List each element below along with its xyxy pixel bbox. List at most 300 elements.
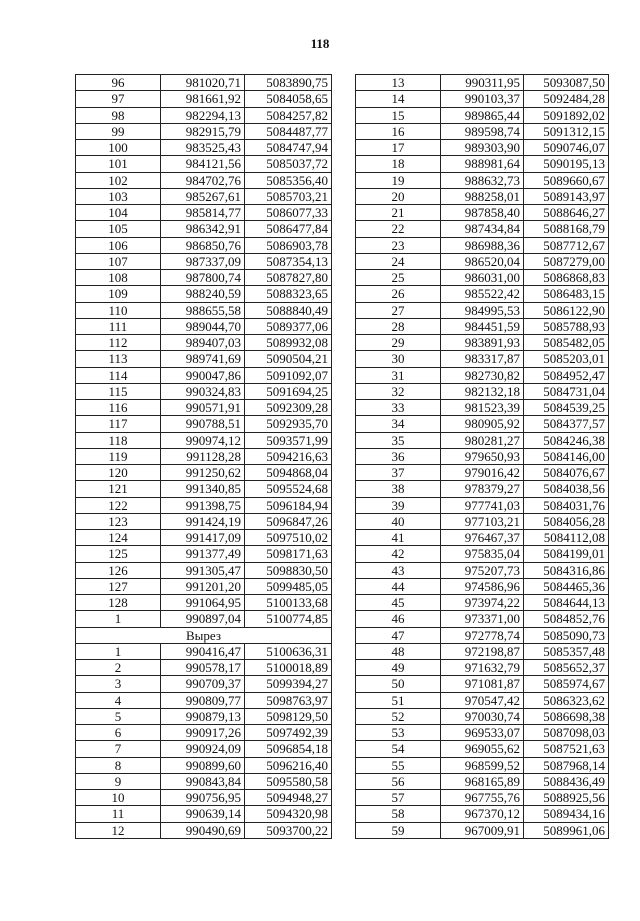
table-row <box>356 432 609 448</box>
table-row <box>356 140 609 156</box>
point-number-cell: 23 <box>356 237 441 253</box>
y-coordinate-cell: 5094320,98 <box>245 806 332 822</box>
point-number-cell: 31 <box>356 367 441 383</box>
x-coordinate-cell: 969055,62 <box>441 741 524 757</box>
table-row <box>76 465 332 481</box>
table-row <box>356 790 609 806</box>
x-coordinate-cell: 978379,27 <box>441 481 524 497</box>
y-coordinate-cell: 5085090,73 <box>524 627 609 643</box>
point-number-cell: 20 <box>356 188 441 204</box>
table-row <box>76 692 332 708</box>
y-coordinate-cell: 5098171,63 <box>245 546 332 562</box>
table-row <box>356 497 609 513</box>
x-coordinate-cell: 981523,39 <box>441 400 524 416</box>
x-coordinate-cell: 991128,28 <box>161 448 245 464</box>
y-coordinate-cell: 5086698,38 <box>524 708 609 724</box>
point-number-cell: 29 <box>356 335 441 351</box>
y-coordinate-cell: 5100774,85 <box>245 611 332 627</box>
table-row <box>356 253 609 269</box>
point-number-cell: 1 <box>76 643 161 659</box>
y-coordinate-cell: 5084246,38 <box>524 432 609 448</box>
x-coordinate-cell: 986988,36 <box>441 237 524 253</box>
x-coordinate-cell: 968165,89 <box>441 773 524 789</box>
point-number-cell: 9 <box>76 773 161 789</box>
y-coordinate-cell: 5094868,04 <box>245 465 332 481</box>
x-coordinate-cell: 988632,73 <box>441 172 524 188</box>
table-row <box>76 140 332 156</box>
point-number-cell: 27 <box>356 302 441 318</box>
x-coordinate-cell: 987434,84 <box>441 221 524 237</box>
table-row <box>76 448 332 464</box>
y-coordinate-cell: 5085203,01 <box>524 351 609 367</box>
table-row <box>356 172 609 188</box>
x-coordinate-cell: 991340,85 <box>161 481 245 497</box>
x-coordinate-cell: 975207,73 <box>441 562 524 578</box>
point-number-cell: 3 <box>76 676 161 692</box>
x-coordinate-cell: 986850,76 <box>161 237 245 253</box>
y-coordinate-cell: 5084377,57 <box>524 416 609 432</box>
y-coordinate-cell: 5088436,49 <box>524 773 609 789</box>
y-coordinate-cell: 5099485,05 <box>245 578 332 594</box>
point-number-cell: 4 <box>76 692 161 708</box>
table-row <box>356 400 609 416</box>
point-number-cell: 33 <box>356 400 441 416</box>
point-number-cell: 108 <box>76 270 161 286</box>
table-row <box>76 383 332 399</box>
y-coordinate-cell: 5098129,50 <box>245 708 332 724</box>
table-row <box>76 725 332 741</box>
x-coordinate-cell: 984702,76 <box>161 172 245 188</box>
y-coordinate-cell: 5087098,03 <box>524 725 609 741</box>
table-row <box>356 465 609 481</box>
point-number-cell: 50 <box>356 676 441 692</box>
y-coordinate-cell: 5089434,16 <box>524 806 609 822</box>
y-coordinate-cell: 5097492,39 <box>245 725 332 741</box>
table-row <box>76 530 332 546</box>
table-row <box>356 481 609 497</box>
point-number-cell: 46 <box>356 611 441 627</box>
table-row <box>76 221 332 237</box>
x-coordinate-cell: 989303,90 <box>441 140 524 156</box>
x-coordinate-cell: 973974,22 <box>441 595 524 611</box>
table-row <box>76 481 332 497</box>
point-number-cell: 30 <box>356 351 441 367</box>
y-coordinate-cell: 5089143,97 <box>524 188 609 204</box>
point-number-cell: 11 <box>76 806 161 822</box>
x-coordinate-cell: 987858,40 <box>441 205 524 221</box>
section-label: Вырез <box>76 627 332 643</box>
table-row <box>356 91 609 107</box>
y-coordinate-cell: 5084539,25 <box>524 400 609 416</box>
x-coordinate-cell: 991398,75 <box>161 497 245 513</box>
y-coordinate-cell: 5088646,27 <box>524 205 609 221</box>
table-row <box>356 822 609 838</box>
point-number-cell: 16 <box>356 123 441 139</box>
point-number-cell: 110 <box>76 302 161 318</box>
x-coordinate-cell: 985267,61 <box>161 188 245 204</box>
point-number-cell: 37 <box>356 465 441 481</box>
point-number-cell: 115 <box>76 383 161 399</box>
x-coordinate-cell: 982294,13 <box>161 107 245 123</box>
x-coordinate-cell: 976467,37 <box>441 530 524 546</box>
x-coordinate-cell: 990416,47 <box>161 643 245 659</box>
y-coordinate-cell: 5084731,04 <box>524 383 609 399</box>
y-coordinate-cell: 5093700,22 <box>245 822 332 838</box>
point-number-cell: 5 <box>76 708 161 724</box>
point-number-cell: 111 <box>76 318 161 334</box>
point-number-cell: 106 <box>76 237 161 253</box>
table-row <box>356 286 609 302</box>
y-coordinate-cell: 5087354,13 <box>245 253 332 269</box>
point-number-cell: 55 <box>356 757 441 773</box>
point-number-cell: 39 <box>356 497 441 513</box>
x-coordinate-cell: 984451,59 <box>441 318 524 334</box>
y-coordinate-cell: 5100133,68 <box>245 595 332 611</box>
page-number: 118 <box>310 36 330 51</box>
point-number-cell: 123 <box>76 513 161 529</box>
x-coordinate-cell: 987337,09 <box>161 253 245 269</box>
point-number-cell: 120 <box>76 465 161 481</box>
table-row <box>76 822 332 838</box>
table-row <box>76 757 332 773</box>
table-row <box>76 790 332 806</box>
x-coordinate-cell: 970547,42 <box>441 692 524 708</box>
x-coordinate-cell: 990639,14 <box>161 806 245 822</box>
y-coordinate-cell: 5085482,05 <box>524 335 609 351</box>
y-coordinate-cell: 5084465,36 <box>524 578 609 594</box>
point-number-cell: 18 <box>356 156 441 172</box>
y-coordinate-cell: 5096216,40 <box>245 757 332 773</box>
x-coordinate-cell: 977103,21 <box>441 513 524 529</box>
y-coordinate-cell: 5085788,93 <box>524 318 609 334</box>
y-coordinate-cell: 5085037,72 <box>245 156 332 172</box>
section-row <box>76 627 332 643</box>
point-number-cell: 13 <box>356 75 441 91</box>
point-number-cell: 52 <box>356 708 441 724</box>
point-number-cell: 96 <box>76 75 161 91</box>
table-row <box>76 123 332 139</box>
y-coordinate-cell: 5084076,67 <box>524 465 609 481</box>
y-coordinate-cell: 5084487,77 <box>245 123 332 139</box>
x-coordinate-cell: 974586,96 <box>441 578 524 594</box>
x-coordinate-cell: 990788,51 <box>161 416 245 432</box>
point-number-cell: 107 <box>76 253 161 269</box>
table-row <box>356 237 609 253</box>
table-row <box>356 448 609 464</box>
y-coordinate-cell: 5084952,47 <box>524 367 609 383</box>
x-coordinate-cell: 990578,17 <box>161 660 245 676</box>
point-number-cell: 43 <box>356 562 441 578</box>
y-coordinate-cell: 5090746,07 <box>524 140 609 156</box>
table-row <box>356 75 609 91</box>
y-coordinate-cell: 5099394,27 <box>245 676 332 692</box>
x-coordinate-cell: 989044,70 <box>161 318 245 334</box>
y-coordinate-cell: 5086077,33 <box>245 205 332 221</box>
point-number-cell: 100 <box>76 140 161 156</box>
point-number-cell: 36 <box>356 448 441 464</box>
x-coordinate-cell: 983891,93 <box>441 335 524 351</box>
y-coordinate-cell: 5090195,13 <box>524 156 609 172</box>
table-row <box>76 400 332 416</box>
point-number-cell: 12 <box>76 822 161 838</box>
table-row <box>356 513 609 529</box>
x-coordinate-cell: 989865,44 <box>441 107 524 123</box>
x-coordinate-cell: 990897,04 <box>161 611 245 627</box>
x-coordinate-cell: 969533,07 <box>441 725 524 741</box>
y-coordinate-cell: 5092935,70 <box>245 416 332 432</box>
point-number-cell: 47 <box>356 627 441 643</box>
y-coordinate-cell: 5093571,99 <box>245 432 332 448</box>
x-coordinate-cell: 988655,58 <box>161 302 245 318</box>
table-row <box>356 643 609 659</box>
y-coordinate-cell: 5088840,49 <box>245 302 332 318</box>
point-number-cell: 54 <box>356 741 441 757</box>
y-coordinate-cell: 5096854,18 <box>245 741 332 757</box>
x-coordinate-cell: 986031,00 <box>441 270 524 286</box>
y-coordinate-cell: 5087712,67 <box>524 237 609 253</box>
x-coordinate-cell: 983525,43 <box>161 140 245 156</box>
point-number-cell: 21 <box>356 205 441 221</box>
x-coordinate-cell: 971632,79 <box>441 660 524 676</box>
table-row <box>356 123 609 139</box>
table-row <box>76 611 332 627</box>
point-number-cell: 97 <box>76 91 161 107</box>
y-coordinate-cell: 5085356,40 <box>245 172 332 188</box>
x-coordinate-cell: 982132,18 <box>441 383 524 399</box>
table-row <box>356 773 609 789</box>
point-number-cell: 114 <box>76 367 161 383</box>
table-row <box>76 562 332 578</box>
point-number-cell: 113 <box>76 351 161 367</box>
x-coordinate-cell: 990103,37 <box>441 91 524 107</box>
x-coordinate-cell: 980905,92 <box>441 416 524 432</box>
x-coordinate-cell: 991064,95 <box>161 595 245 611</box>
table-row <box>76 237 332 253</box>
x-coordinate-cell: 990924,09 <box>161 741 245 757</box>
point-number-cell: 59 <box>356 822 441 838</box>
x-coordinate-cell: 982915,79 <box>161 123 245 139</box>
table-row <box>356 806 609 822</box>
table-row <box>356 156 609 172</box>
y-coordinate-cell: 5086477,84 <box>245 221 332 237</box>
x-coordinate-cell: 986342,91 <box>161 221 245 237</box>
x-coordinate-cell: 975835,04 <box>441 546 524 562</box>
y-coordinate-cell: 5091312,15 <box>524 123 609 139</box>
y-coordinate-cell: 5086122,90 <box>524 302 609 318</box>
y-coordinate-cell: 5094948,27 <box>245 790 332 806</box>
table-row <box>356 546 609 562</box>
table-row <box>356 595 609 611</box>
table-row <box>76 318 332 334</box>
x-coordinate-cell: 991305,47 <box>161 562 245 578</box>
y-coordinate-cell: 5088168,79 <box>524 221 609 237</box>
table-row <box>356 757 609 773</box>
y-coordinate-cell: 5095524,68 <box>245 481 332 497</box>
x-coordinate-cell: 990899,60 <box>161 757 245 773</box>
x-coordinate-cell: 967755,76 <box>441 790 524 806</box>
point-number-cell: 6 <box>76 725 161 741</box>
point-number-cell: 102 <box>76 172 161 188</box>
x-coordinate-cell: 984121,56 <box>161 156 245 172</box>
y-coordinate-cell: 5089377,06 <box>245 318 332 334</box>
table-row <box>356 578 609 594</box>
point-number-cell: 58 <box>356 806 441 822</box>
table-row <box>76 741 332 757</box>
x-coordinate-cell: 972778,74 <box>441 627 524 643</box>
coordinates-table-right <box>355 74 609 839</box>
y-coordinate-cell: 5084199,01 <box>524 546 609 562</box>
table-row <box>76 172 332 188</box>
table-row <box>356 107 609 123</box>
table-row <box>76 302 332 318</box>
y-coordinate-cell: 5085703,21 <box>245 188 332 204</box>
table-row <box>356 383 609 399</box>
x-coordinate-cell: 985814,77 <box>161 205 245 221</box>
point-number-cell: 32 <box>356 383 441 399</box>
y-coordinate-cell: 5087827,80 <box>245 270 332 286</box>
table-row <box>76 188 332 204</box>
y-coordinate-cell: 5089932,08 <box>245 335 332 351</box>
y-coordinate-cell: 5085652,37 <box>524 660 609 676</box>
y-coordinate-cell: 5091092,07 <box>245 367 332 383</box>
point-number-cell: 116 <box>76 400 161 416</box>
x-coordinate-cell: 989598,74 <box>441 123 524 139</box>
x-coordinate-cell: 988258,01 <box>441 188 524 204</box>
table-row <box>76 497 332 513</box>
y-coordinate-cell: 5086323,62 <box>524 692 609 708</box>
point-number-cell: 101 <box>76 156 161 172</box>
table-row <box>356 302 609 318</box>
table-row <box>76 351 332 367</box>
y-coordinate-cell: 5087968,14 <box>524 757 609 773</box>
point-number-cell: 128 <box>76 595 161 611</box>
y-coordinate-cell: 5088925,56 <box>524 790 609 806</box>
point-number-cell: 126 <box>76 562 161 578</box>
point-number-cell: 127 <box>76 578 161 594</box>
table-row <box>76 708 332 724</box>
table-row <box>356 530 609 546</box>
x-coordinate-cell: 979016,42 <box>441 465 524 481</box>
x-coordinate-cell: 981661,92 <box>161 91 245 107</box>
x-coordinate-cell: 991424,19 <box>161 513 245 529</box>
y-coordinate-cell: 5084316,86 <box>524 562 609 578</box>
x-coordinate-cell: 980281,27 <box>441 432 524 448</box>
table-row <box>356 367 609 383</box>
x-coordinate-cell: 982730,82 <box>441 367 524 383</box>
y-coordinate-cell: 5086483,15 <box>524 286 609 302</box>
point-number-cell: 109 <box>76 286 161 302</box>
point-number-cell: 125 <box>76 546 161 562</box>
table-row <box>76 367 332 383</box>
point-number-cell: 14 <box>356 91 441 107</box>
point-number-cell: 2 <box>76 660 161 676</box>
table-row <box>76 676 332 692</box>
y-coordinate-cell: 5093087,50 <box>524 75 609 91</box>
y-coordinate-cell: 5084146,00 <box>524 448 609 464</box>
point-number-cell: 49 <box>356 660 441 676</box>
table-row <box>76 578 332 594</box>
x-coordinate-cell: 989407,03 <box>161 335 245 351</box>
point-number-cell: 40 <box>356 513 441 529</box>
point-number-cell: 48 <box>356 643 441 659</box>
point-number-cell: 99 <box>76 123 161 139</box>
point-number-cell: 117 <box>76 416 161 432</box>
x-coordinate-cell: 988240,59 <box>161 286 245 302</box>
point-number-cell: 51 <box>356 692 441 708</box>
table-row <box>76 806 332 822</box>
y-coordinate-cell: 5084058,65 <box>245 91 332 107</box>
y-coordinate-cell: 5084257,82 <box>245 107 332 123</box>
x-coordinate-cell: 981020,71 <box>161 75 245 91</box>
y-coordinate-cell: 5092484,28 <box>524 91 609 107</box>
point-number-cell: 98 <box>76 107 161 123</box>
x-coordinate-cell: 968599,52 <box>441 757 524 773</box>
point-number-cell: 121 <box>76 481 161 497</box>
x-coordinate-cell: 988981,64 <box>441 156 524 172</box>
table-row <box>76 432 332 448</box>
y-coordinate-cell: 5087279,00 <box>524 253 609 269</box>
x-coordinate-cell: 985522,42 <box>441 286 524 302</box>
point-number-cell: 105 <box>76 221 161 237</box>
point-number-cell: 45 <box>356 595 441 611</box>
y-coordinate-cell: 5092309,28 <box>245 400 332 416</box>
x-coordinate-cell: 991250,62 <box>161 465 245 481</box>
table-row <box>356 676 609 692</box>
x-coordinate-cell: 990843,84 <box>161 773 245 789</box>
table-row <box>356 725 609 741</box>
point-number-cell: 1 <box>76 611 161 627</box>
x-coordinate-cell: 970030,74 <box>441 708 524 724</box>
table-row <box>76 205 332 221</box>
y-coordinate-cell: 5083890,75 <box>245 75 332 91</box>
x-coordinate-cell: 972198,87 <box>441 643 524 659</box>
point-number-cell: 53 <box>356 725 441 741</box>
table-row <box>356 692 609 708</box>
point-number-cell: 34 <box>356 416 441 432</box>
y-coordinate-cell: 5089660,67 <box>524 172 609 188</box>
point-number-cell: 28 <box>356 318 441 334</box>
y-coordinate-cell: 5084031,76 <box>524 497 609 513</box>
x-coordinate-cell: 989741,69 <box>161 351 245 367</box>
point-number-cell: 104 <box>76 205 161 221</box>
point-number-cell: 124 <box>76 530 161 546</box>
table-row <box>76 156 332 172</box>
table-row <box>76 773 332 789</box>
x-coordinate-cell: 967009,91 <box>441 822 524 838</box>
y-coordinate-cell: 5087521,63 <box>524 741 609 757</box>
point-number-cell: 7 <box>76 741 161 757</box>
y-coordinate-cell: 5098830,50 <box>245 562 332 578</box>
x-coordinate-cell: 990324,83 <box>161 383 245 399</box>
y-coordinate-cell: 5094216,63 <box>245 448 332 464</box>
y-coordinate-cell: 5084038,56 <box>524 481 609 497</box>
x-coordinate-cell: 987800,74 <box>161 270 245 286</box>
table-row <box>356 562 609 578</box>
table-row <box>76 91 332 107</box>
x-coordinate-cell: 983317,87 <box>441 351 524 367</box>
x-coordinate-cell: 990879,13 <box>161 708 245 724</box>
x-coordinate-cell: 990311,95 <box>441 75 524 91</box>
point-number-cell: 26 <box>356 286 441 302</box>
y-coordinate-cell: 5090504,21 <box>245 351 332 367</box>
table-row <box>356 205 609 221</box>
table-row <box>356 188 609 204</box>
x-coordinate-cell: 986520,04 <box>441 253 524 269</box>
table-row <box>356 270 609 286</box>
y-coordinate-cell: 5086903,78 <box>245 237 332 253</box>
x-coordinate-cell: 990809,77 <box>161 692 245 708</box>
y-coordinate-cell: 5095580,58 <box>245 773 332 789</box>
